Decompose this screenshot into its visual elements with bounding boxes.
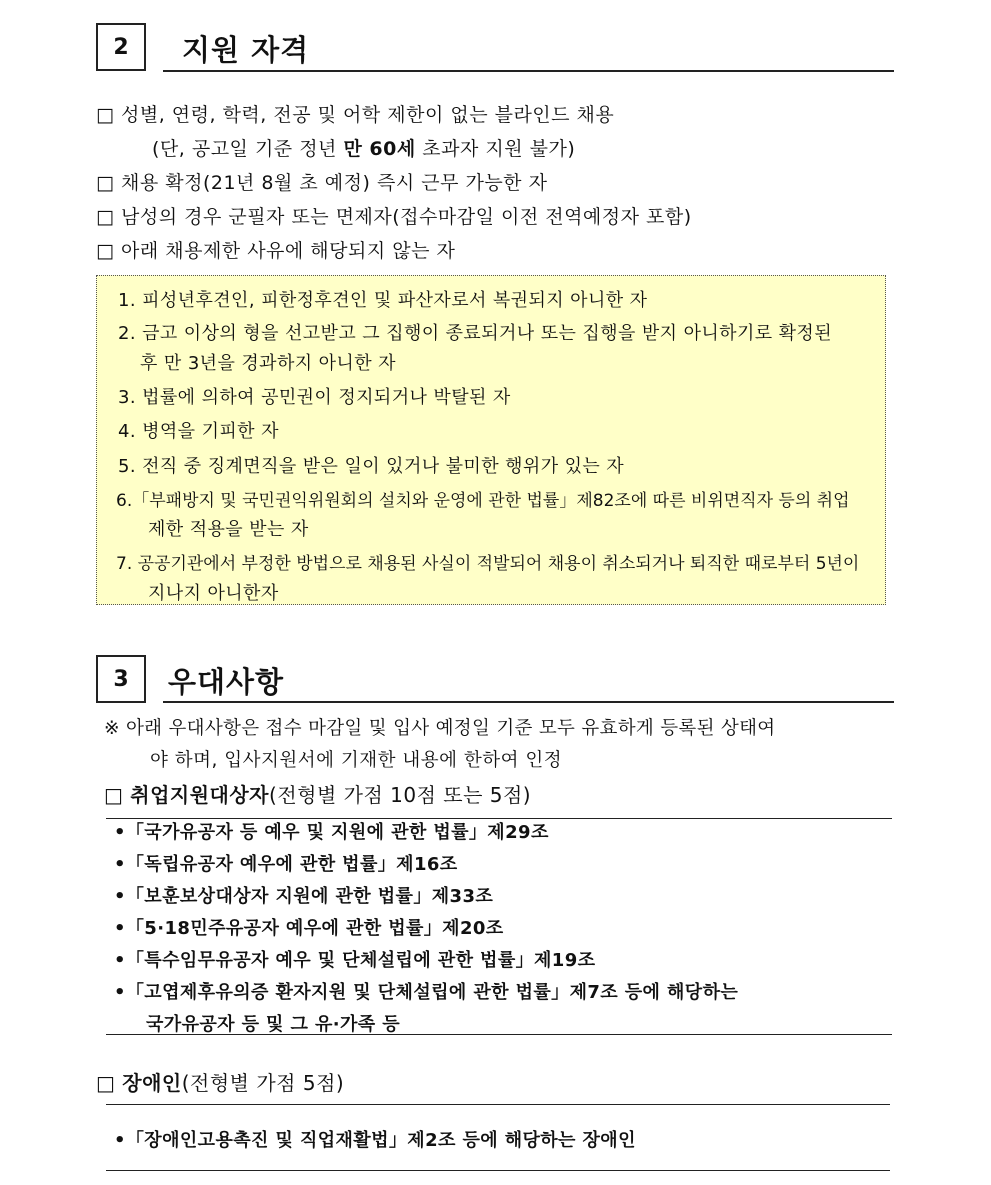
employment-support-title: 취업지원대상자 (130, 783, 270, 807)
restriction-item-4: 4. 병역을 기피한 자 (118, 421, 279, 442)
employment-support-detail: (전형별 가점 10점 또는 5점) (269, 783, 532, 807)
section-3-number: 3 (96, 655, 146, 703)
restriction-item-3: 3. 법률에 의하여 공민권이 정지되거나 박탈된 자 (118, 387, 511, 408)
age-note-suffix: 초과자 지원 불가) (415, 138, 576, 160)
qualification-line-military: □ 남성의 경우 군필자 또는 면제자(접수마감일 이전 전역예정자 포함) (96, 206, 692, 228)
qualification-line-start: □ 채용 확정(21년 8월 초 예정) 즉시 근무 가능한 자 (96, 172, 548, 194)
qualification-line-restrictions: □ 아래 채용제한 사유에 해당되지 않는 자 (96, 240, 456, 262)
age-note-prefix: (단, 공고일 기준 정년 (152, 138, 344, 160)
restrictions-box (96, 275, 886, 605)
law-item-independence: •「독립유공자 예우에 관한 법률」제16조 (114, 854, 458, 875)
disabled-detail: (전형별 가점 5점) (181, 1071, 345, 1095)
age-note-emph: 만 60세 (343, 138, 416, 160)
employment-support-heading (104, 779, 531, 808)
restriction-item-6: 6.「부패방지 및 국민권익위원회의 설치와 운영에 관한 법률」제82조에 따른 비위면직자 등의 취업 (116, 491, 850, 511)
restriction-item-7: 7. 공공기관에서 부정한 방법으로 채용된 사실이 적발되어 채용이 취소되거나 퇴직한 때로부터 5년이 (116, 554, 860, 574)
section-2-title: 지원 자격 (182, 33, 310, 67)
disabled-top-rule (106, 1104, 890, 1105)
restriction-item-2: 2. 금고 이상의 형을 선고받고 그 집행이 종료되거나 또는 집행을 받지 아니하기로 확정된 (118, 323, 833, 344)
preference-note-line-1: ※ 아래 우대사항은 접수 마감일 및 입사 예정일 기준 모두 유효하게 등록된 상태여 (104, 718, 776, 739)
disabled-title: 장애인 (122, 1071, 182, 1095)
section-3-title: 우대사항 (168, 665, 285, 699)
restriction-item-6-cont: 제한 적용을 받는 자 (148, 519, 309, 540)
section-3-underline (163, 701, 894, 703)
disabled-checkbox: □ (96, 1071, 116, 1095)
preference-note-line-2: 야 하며, 입사지원서에 기재한 내용에 한하여 인정 (150, 750, 563, 771)
law-item-agent-orange: •「고엽제후유의증 환자지원 및 단체설립에 관한 법률」제7조 등에 해당하는 (114, 982, 739, 1003)
law-item-veterans-compensation: •「보훈보상대상자 지원에 관한 법률」제33조 (114, 886, 494, 907)
law-item-national-merit: •「국가유공자 등 예우 및 지원에 관한 법률」제29조 (114, 822, 549, 843)
age-note (152, 134, 575, 161)
employment-support-checkbox: □ (104, 783, 124, 807)
employment-support-bottom-rule (106, 1034, 892, 1035)
restriction-item-1: 1. 피성년후견인, 피한정후견인 및 파산자로서 복권되지 아니한 자 (118, 290, 648, 311)
disabled-bottom-rule (106, 1170, 890, 1171)
restriction-item-7-cont: 지나지 아니한자 (148, 583, 279, 604)
law-item-special-mission: •「특수임무유공자 예우 및 단체설립에 관한 법률」제19조 (114, 950, 596, 971)
law-item-518-democracy: •「5·18민주유공자 예우에 관한 법률」제20조 (114, 918, 504, 939)
restriction-item-5: 5. 전직 중 징계면직을 받은 일이 있거나 불미한 행위가 있는 자 (118, 456, 625, 477)
law-item-disabled-employment: •「장애인고용촉진 및 직업재활법」제2조 등에 해당하는 장애인 (114, 1130, 636, 1151)
section-2-underline (163, 70, 894, 72)
qualification-line-blind: □ 성별, 연령, 학력, 전공 및 어학 제한이 없는 블라인드 채용 (96, 104, 615, 126)
disabled-heading (96, 1067, 344, 1096)
restriction-item-2-cont: 후 만 3년을 경과하지 아니한 자 (140, 353, 396, 374)
section-2-number: 2 (96, 23, 146, 71)
law-item-agent-orange-cont: 국가유공자 등 및 그 유·가족 등 (146, 1014, 401, 1035)
